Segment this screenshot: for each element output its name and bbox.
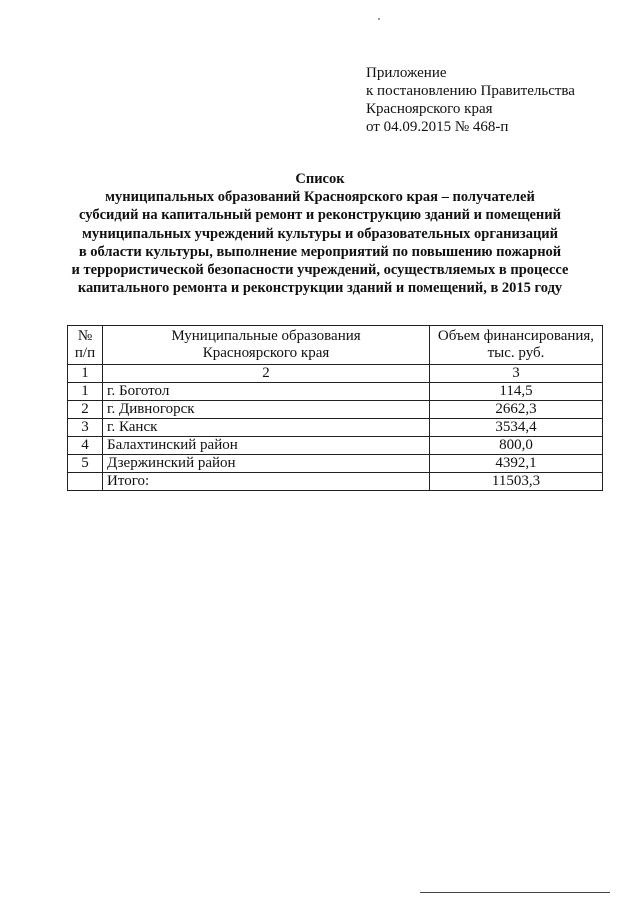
total-amount: 11503,3 [430,473,603,491]
row-number: 5 [68,455,103,473]
empty-cell [68,473,103,491]
header-amount-label: Объем финансирования, [437,328,595,344]
funding-amount: 800,0 [430,437,603,455]
header-number-label: п/п [74,345,96,361]
title-line: субсидий на капитальный ремонт и реконструкцию зданий и помещений [79,207,561,224]
footer-rule [420,892,610,893]
appendix-header [366,64,575,136]
appendix-line: Приложение [366,65,447,81]
column-number-row [68,365,603,383]
funding-table [67,325,603,491]
header-number-cell [68,326,103,365]
header-amount-label: тыс. руб. [487,345,545,361]
header-name-label: Муниципальные образования [171,328,361,344]
funding-amount: 114,5 [430,383,603,401]
table-row [68,419,603,437]
row-number: 1 [68,383,103,401]
header-name-cell [103,326,430,365]
column-number: 1 [68,365,103,383]
appendix-line: Красноярского края [366,101,493,117]
funding-amount: 3534,4 [430,419,603,437]
row-number: 3 [68,419,103,437]
scan-speck [378,18,380,20]
row-number: 4 [68,437,103,455]
title-line: муниципальных учреждений культуры и образовательных организаций [81,225,559,242]
row-number: 2 [68,401,103,419]
title-heading: Список [295,171,345,187]
municipality-name: Дзержинский район [103,455,430,473]
municipality-name: г. Дивногорск [103,401,430,419]
municipality-name: Балахтинский район [103,437,430,455]
funding-amount: 2662,3 [430,401,603,419]
funding-amount: 4392,1 [430,455,603,473]
municipality-name: г. Боготол [103,383,430,401]
header-name-label: Красноярского края [202,345,330,361]
document-title [40,170,600,297]
appendix-date-number: от 04.09.2015 № 468-п [366,119,509,135]
table-row [68,401,603,419]
title-line: муниципальных образований Красноярского края – получателей [105,189,535,206]
total-row [68,473,603,491]
table-row [68,437,603,455]
title-line: в области культуры, выполнение мероприятий по повышению пожарной [78,243,562,260]
table-row [68,455,603,473]
column-number: 2 [103,365,430,383]
title-line: и террористической безопасности учреждений, осуществляемых в процессе [71,262,569,279]
header-amount-cell [430,326,603,365]
appendix-line: к постановлению Правительства [366,83,575,99]
table-row [68,383,603,401]
column-number: 3 [430,365,603,383]
title-line: капитального ремонта и реконструкции зданий и помещений, в 2015 году [77,280,563,297]
table-header-row [68,326,603,365]
header-number-label: № [77,328,93,344]
municipality-name: г. Канск [103,419,430,437]
total-label: Итого: [103,473,430,491]
